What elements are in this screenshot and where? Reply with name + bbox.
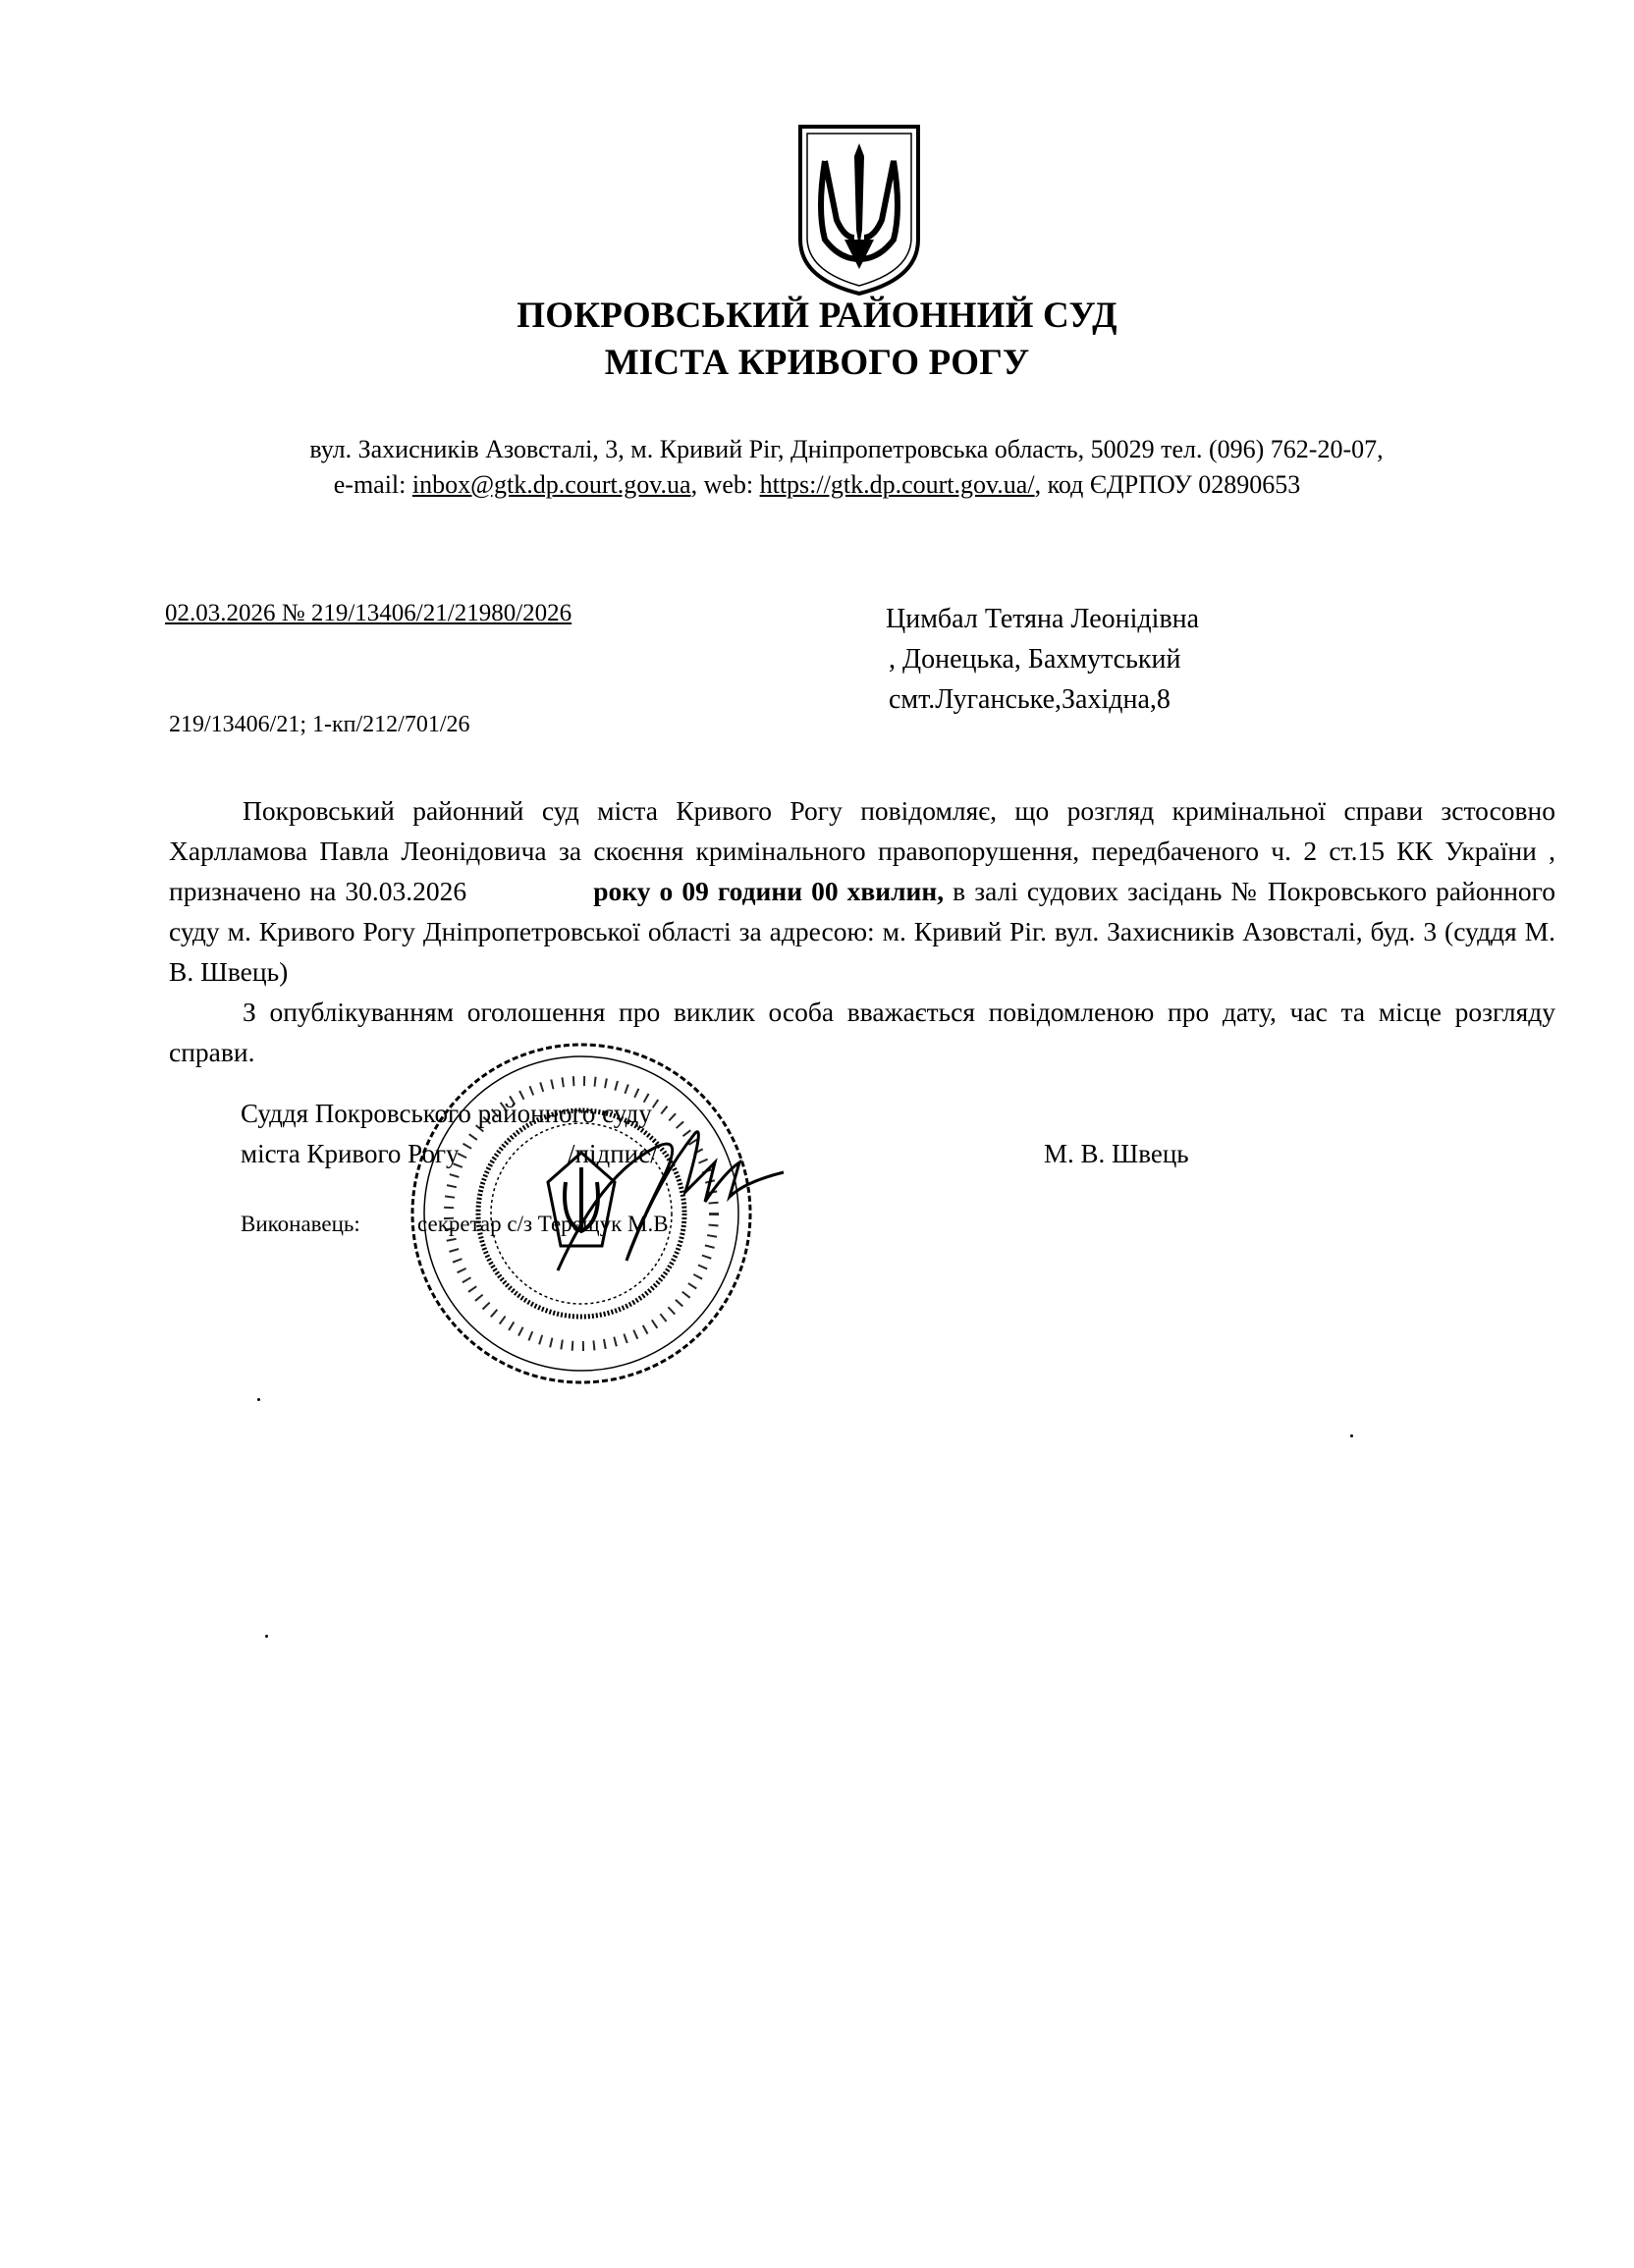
web-label: , web: xyxy=(690,470,760,499)
scan-speck xyxy=(257,1398,260,1401)
court-address: вул. Захисників Азовсталі, 3, м. Кривий Ріг, Дніпропетровська область, 50029 тел. (096) 762-20-07, xyxy=(309,435,1384,463)
executor-label: Виконавець: xyxy=(241,1212,360,1236)
judge-title-line1: Суддя Покровського районного суду xyxy=(241,1099,652,1128)
judge-title-line2: міста Кривого Рогу xyxy=(241,1139,460,1168)
case-reference: 219/13406/21; 1-кп/212/701/26 xyxy=(169,712,470,737)
hearing-time: року о 09 години 00 хвилин, xyxy=(593,876,945,906)
court-contacts xyxy=(0,467,1634,503)
recipient-region: , Донецька, Бахмутський xyxy=(889,644,1181,675)
recipient-address: смт.Луганське,Західна,8 xyxy=(889,684,1171,715)
web-link[interactable]: https://gtk.dp.court.gov.ua/ xyxy=(759,470,1035,499)
recipient-name: Цимбал Тетяна Леонідівна xyxy=(886,604,1200,634)
edrpou-code: , код ЄДРПОУ 02890653 xyxy=(1034,470,1301,499)
outgoing-date-number: 02.03.2026 № 219/13406/21/21980/2026 xyxy=(165,600,572,626)
notice-text-a: Покровський районний суд міста Кривого Рогу повідомляє, що розгляд кримінальної справи зстосовно Харлламова Павла Леонідовича за скоєння кримінального правопорушення, передбаченого ч. 2 ст.15 КК України , призначено на 30.03.2026 xyxy=(169,795,1555,906)
court-name-line2: МІСТА КРИВОГО РОГУ xyxy=(604,343,1030,383)
executor-name: секретар с/з Терещук М.В xyxy=(417,1212,669,1236)
notice-body xyxy=(169,790,1555,1072)
notice-paragraph-2: З опублікуванням оголошення про виклик особа вважається повідомленою про дату, час та місце розгляду справи. xyxy=(169,997,1555,1067)
notice-text-b: в залі судових засідань № Покровського районного суду м. Кривого Рогу Дніпропетровської області за адресою: м. Кривий Ріг. вул. Захисників Азовсталі, буд. 3 (суддя М. В. Швець) xyxy=(169,876,1556,987)
judge-name: М. В. Швець xyxy=(1044,1139,1189,1168)
scan-speck xyxy=(1350,1434,1353,1437)
scan-speck xyxy=(265,1635,268,1638)
letter-body xyxy=(169,790,1555,1270)
email-link[interactable]: inbox@gtk.dp.court.gov.ua xyxy=(411,470,691,499)
notice-paragraph-1 xyxy=(169,790,1555,992)
email-label: e-mail: xyxy=(333,470,412,499)
trident-emblem-icon xyxy=(795,122,923,297)
court-name-line1: ПОКРОВСЬКИЙ РАЙОННИЙ СУД xyxy=(517,296,1117,336)
signed-mark: /підпис/ xyxy=(568,1139,658,1168)
signature-block xyxy=(169,1094,1555,1270)
